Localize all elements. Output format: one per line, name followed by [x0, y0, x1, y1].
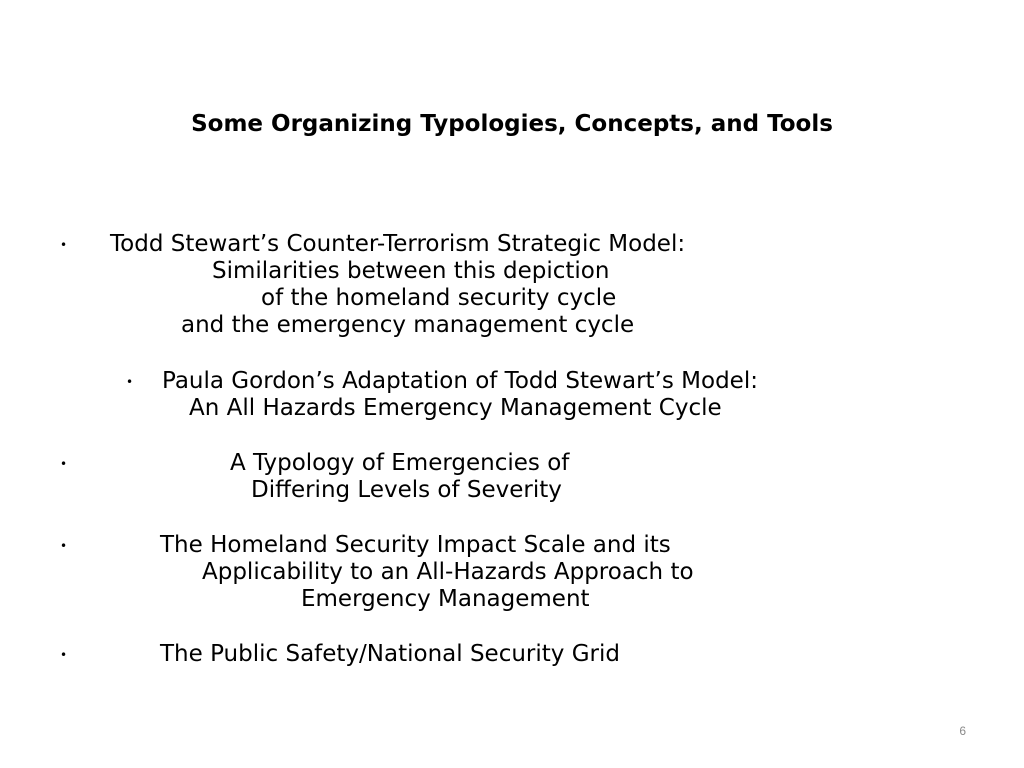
- bullet-icon: •: [60, 457, 68, 471]
- item-4-line-1: The Homeland Security Impact Scale and its: [160, 532, 671, 558]
- item-4-line-3: Emergency Management: [301, 586, 590, 612]
- item-3-line-2: Differing Levels of Severity: [251, 477, 562, 503]
- page-number: 6: [959, 724, 966, 738]
- bullet-icon: •: [60, 539, 68, 553]
- item-2-line-1: Paula Gordon’s Adaptation of Todd Stewart’s Model:: [162, 368, 758, 394]
- item-5-line-1: The Public Safety/National Security Grid: [160, 641, 620, 667]
- item-3-line-1: A Typology of Emergencies of: [230, 450, 570, 476]
- item-1-line-1: Todd Stewart’s Counter-Terrorism Strategic Model:: [110, 231, 686, 257]
- bullet-icon: •: [126, 375, 134, 389]
- item-2-line-2: An All Hazards Emergency Management Cycle: [189, 395, 722, 421]
- item-1-line-4: and the emergency management cycle: [181, 312, 635, 338]
- bullet-icon: •: [60, 648, 68, 662]
- item-4-line-2: Applicability to an All-Hazards Approach to: [202, 559, 694, 585]
- item-1-line-3: of the homeland security cycle: [261, 285, 617, 311]
- item-1-line-2: Similarities between this depiction: [212, 258, 610, 284]
- slide-title: Some Organizing Typologies, Concepts, and Tools: [191, 111, 833, 137]
- bullet-icon: •: [60, 238, 68, 252]
